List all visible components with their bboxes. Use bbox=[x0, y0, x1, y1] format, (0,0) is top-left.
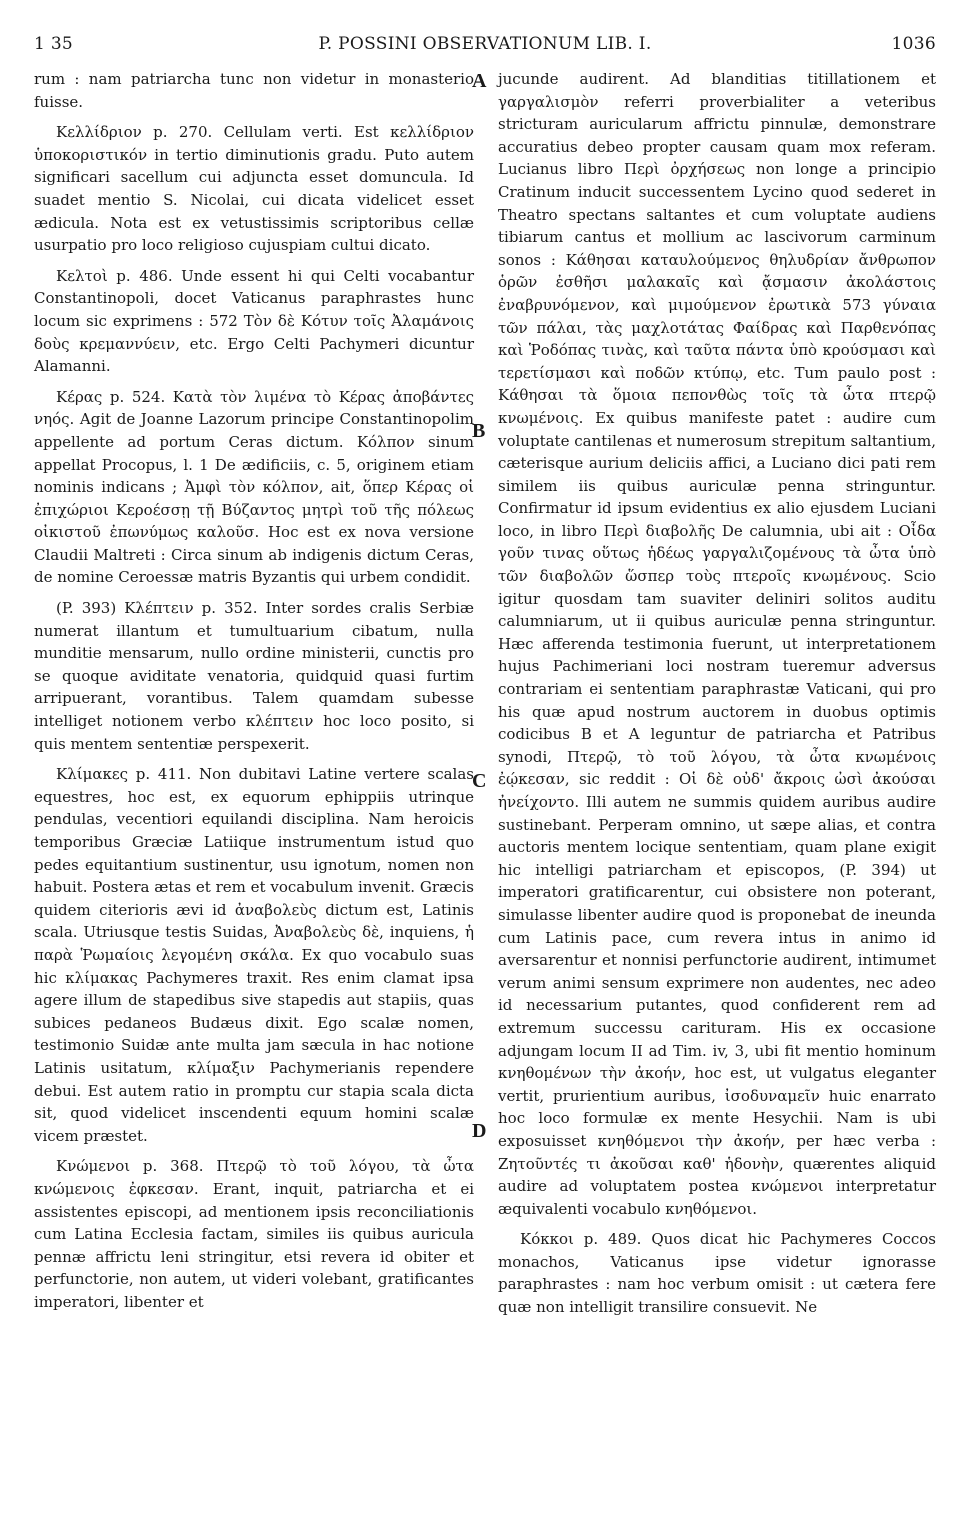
margin-marker-c: C bbox=[472, 770, 487, 792]
paragraph: Κέρας p. 524. Κατὰ τὸν λιμένα τὸ Κέρας ἀποβάντες νηός. Agit de Joanne Lazorum principe Constantinopolim appellente ad portum Ceras dictum. Κόλπον sinum appellat Procopus, l. 1 De ædificiis, c. 5, originem etiam nominis indicans ; Ἀμφὶ τὸν κόλπον, ait, ὅπερ Κέρας οἱ ἐπιχώριοι Κεροέσσῃ τῇ Βύζαντος μητρὶ τοῦ τῆς πόλεως οἰκιστοῦ ἐπωνύμως καλοῦσ. Hoc est ex nova versione Claudii Maltreti : Circa sinum ab indigenis dictum Ceras, de nomine Ceroessæ matris Byzantis qui urbem condidit. bbox=[34, 387, 474, 587]
paragraph: (P. 393) Κλέπτειν p. 352. Inter sordes cralis Serbiæ numerat illantum et tumultuarium cibatum, nulla munditie mensarum, nullo ordine ministerii, cunctis pro se quoque aviditate venatoria, quidquid quasi furtim arripuerant, vorantibus. Talem quamdam subesse intelliget notionem verbo κλέπτειν hoc loco posito, si quis mentem sententiæ perspexerit. bbox=[34, 599, 474, 753]
column-number-right: 1036 bbox=[891, 34, 936, 54]
running-title: P. POSSINI OBSERVATIONUM LIB. I. bbox=[318, 34, 652, 54]
paragraph: Κνώμενοι p. 368. Πτερῷ τὸ τοῦ λόγου, τὰ ὦτα κνώμενοις ἐφκεσαν. Erant, inquit, patriarcha et ei assistentes episcopi, ad mentionem ipsis reconciliationis cum Latina Ecclesia factam, similes iis quibus auricula pennæ affrictu leni stringitur, etsi revera id obiter et perfunctorie, non autem, ut videri volebant, gratificantes imperatori, libenter et bbox=[34, 1157, 474, 1311]
paragraph: Κελτοὶ p. 486. Unde essent hi qui Celti vocabantur Constantinopoli, docet Vaticanus paraphrastes hunc locum sic exprimens : 572 Τὸν δὲ Κότυν τοῖς Ἀλαμάνοις δοὺς κρεμαννύειν, etc. Ergo Celti Pachymeri dicuntur Alamanni. bbox=[34, 266, 474, 376]
left-column bbox=[34, 68, 474, 1313]
right-column bbox=[498, 68, 936, 1319]
margin-marker-d: D bbox=[472, 1120, 487, 1142]
paragraph: Κελλίδριον p. 270. Cellulam verti. Est κελλίδριον ὑποκοριστικόν in tertio diminutionis gradu. Puto autem significari sacellum cui adjuncta esset domuncula. Id suadet mentio S. Nicolai, cui dicata videlicet esset ædicula. Nota est ex vetustissimis scriptoribus cellæ usurpatio pro loco religioso cujuspiam cultui dicato. bbox=[34, 123, 474, 255]
paragraph: jucunde audirent. Ad blanditias titillationem et γαργαλισμὸν referri proverbialiter a veteribus stricturam auricularum affrictu pinnulæ, demonstrare accuratius debeo propter causam quam mox referam. Lucianus libro Περὶ ὀρχήσεως non longe a principio Cratinum inducit successentem Lycino quod sederet in Theatro spectans saltantes et cum voluptate audiens tibiarum cantus et mollium ac lascivorum carminum sonos : Κάθησαι καταυλούμενος θηλυδρίαν ἄνθρωπον ὁρῶν ἐσθῆσι μαλακαῖς καὶ ᾄσμασιν ἀκολάστοις ἐναβρυνόμενον, καὶ μιμούμενον ἐρωτικὰ 573 γύναια τῶν πάλαι, τὰς μαχλοτάτας Φαίδρας καὶ Παρθενόπας καὶ Ῥοδόπας τινὰς, καὶ ταῦτα πάντα ὑπὸ κρούσμασι καὶ τερετίσμασι καὶ ποδῶν κτύπῳ, etc. Tum paulo post : Κάθησαι τὰ ὅμοια πεπονθὼς τοῖς τὰ ὦτα πτερῷ κνωμένοις. Ex quibus manifeste patet : audire cum voluptate cantilenas et numerosum strepitum saltantium, cæterisque aurium deliciis affici, a Luciano dici pati rem similem iis quibus auriculæ penna stringuntur. Confirmatur id ipsum evidentius ex alio ejusdem Luciani loco, in libro Περὶ διαβολῆς De calumnia, ubi ait : Οἶδα γοῦν τινας οὕτως ἡδέως γαργαλιζομένους τὰ ὦτα ὑπὸ τῶν διαβολῶν ὥσπερ τοὺς πτεροῖς κνωμένους. Scio igitur quosdam tam suaviter deliniri solitos auditu calumniarum, ut ii quibus auriculæ penna stringuntur. Hæc afferenda testimonia fuerunt, ut interpretationem hujus Pachimeriani loci nostram tueremur adversus contrariam ei sententiam paraphrastæ Vaticani, qui pro his quæ apud nostrum auctorem in duobus optimis codicibus B et A leguntur de patriarcha et Patribus synodi, Πτερῷ, τὸ τοῦ λόγου, τὰ ὦτα κνωμένοις ἐῴκεσαν, sic reddit : Οἱ δὲ οὐδ' ἄκροις ὠσὶ ἀκούσαι ἠνείχοντο. Illi autem ne summis quidem auribus audire sustinebant. Perperam omnino, ut sæpe alias, et contra auctoris mentem locique sententiam, quam plane exigit hic intelligi patriarcham et episcopos, (P. 394) ut imperatori gratificarentur, cui obsistere non poterant, simulasse libenter audire quod is proponebat de ineunda cum Latinis pace, cum revera intus in animo id aversarentur et nonnisi perfunctorie audirent, intimumet verum animi sensum exprimere non audentes, nec adeo id necessarium putantes, quod confiderent rem ad extremum successu carituram. His ex occasione adjungam locum II ad Tim. iv, 3, ubi fit mentio hominum κνηθομένων τὴν ἀκοήν, hoc est, ut vulgatus eleganter vertit, prurientium auribus, ἰσοδυναμεῖν huic enarrato hoc loco formulæ ex mente Hesychii. Nam is ubi exposuisset κνηθόμενοι τὴν ἀκοήν, per hæc verba : Ζητοῦντές τι ἀκοῦσαι καθ' ἡδονὴν, quærentes aliquid audire ad voluptatem postea κνώμενοι interpretatur æquivalenti vocabulo κνηθόμενοι. bbox=[498, 70, 936, 1218]
margin-marker-b: B bbox=[472, 420, 486, 442]
paragraph: rum : nam patriarcha tunc non videtur in monasterio fuisse. bbox=[34, 70, 474, 111]
column-number-left: 1 35 bbox=[34, 34, 74, 54]
running-header bbox=[34, 34, 936, 60]
paragraph: Κόκκοι p. 489. Quos dicat hic Pachymeres Coccos monachos, Vaticanus ipse videtur ignorasse paraphrastes : nam hoc verbum omisit : ut cætera fere quæ non intelligit transilire consuevit. Ne bbox=[498, 1230, 936, 1317]
paragraph: Κλίμακες p. 411. Non dubitavi Latine vertere scalas equestres, hoc est, ex equorum ephippiis utrinque pendulas, vecentiori equilandi disciplina. Nam heroicis temporibus Græciæ Latiique instrumentum istud quo pedes equitantium sustinentur, usu ignotum, nomen non habuit. Postera ætas et rem et vocabulum invenit. Græcis quidem citerioris ævi id ἀναβολεὺς dictum est, Latinis scala. Utriusque testis Suidas, Ἀναβολεὺς δὲ, inquiens, ἡ παρὰ Ῥωμαίοις λεγομένη σκάλα. Ex quo vocabulo suas hic κλίμακας Pachymeres traxit. Res enim clamat ipsa agere illum de stapedibus sive stapedis aut stapiis, quas subices pedaneos Budæus dixit. Ego scalæ nomen, testimonio Suidæ ante multa jam sæcula in hac notione Latinis usitatum, κλίμαξιν Pachymerianis rependere debui. Est autem ratio in promptu cur stapia scala dicta sit, quod videlicet inscendenti equum homini scalæ vicem præstet. bbox=[34, 765, 474, 1145]
margin-marker-a: A bbox=[472, 70, 487, 92]
